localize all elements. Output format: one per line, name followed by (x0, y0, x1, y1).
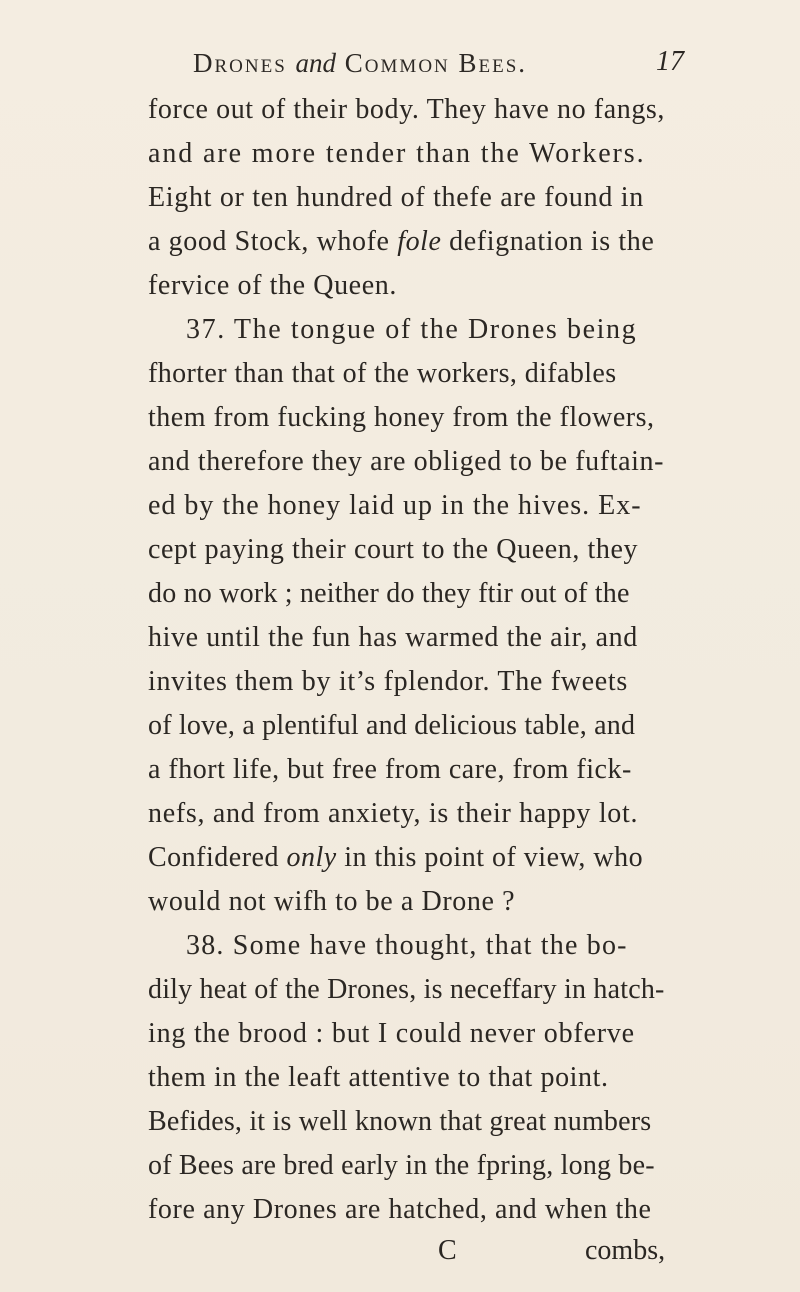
text-line-end: defignation is the (441, 226, 655, 257)
text-line: do no work ; neither do they ftir out of the (148, 578, 630, 609)
signature-mark: C (438, 1235, 457, 1266)
page-number: 17 (656, 46, 684, 77)
running-head (193, 48, 713, 88)
text-line: fervice of the Queen. (148, 270, 397, 301)
text-line: Eight or ten hundred of thefe are found in (148, 182, 644, 213)
text-line: of love, a plentiful and delicious table, and (148, 710, 636, 741)
text-line-start: a good Stock, whofe (148, 226, 398, 257)
text-line: and are more tender than the Workers. (148, 138, 646, 169)
text-line (148, 228, 654, 256)
text-line: nefs, and from anxiety, is their happy lot. (148, 798, 639, 829)
text-line: dily heat of the Drones, is neceffary in hatch- (148, 974, 665, 1005)
running-head-common-bees: Common Bees. (344, 48, 528, 78)
text-line-start: Confidered (148, 842, 287, 873)
text-line: ed by the honey laid up in the hives. Ex- (148, 490, 642, 521)
text-line: force out of their body. They have no fangs, (148, 94, 666, 125)
running-head-and: and (295, 48, 337, 78)
text-line (148, 844, 643, 872)
text-line: 37. The tongue of the Drones being (186, 314, 638, 345)
text-line: ing the brood : but I could never obferve (148, 1018, 635, 1049)
text-line: them from fucking honey from the flowers, (148, 402, 655, 433)
text-line: fhorter than that of the workers, difables (148, 358, 617, 389)
text-line: of Bees are bred early in the fpring, long be- (148, 1150, 655, 1181)
text-line: 38. Some have thought, that the bo- (186, 930, 628, 961)
catchword: combs, (585, 1235, 666, 1266)
italic-word: only (286, 842, 337, 873)
text-line: would not wifh to be a Drone ? (148, 886, 516, 917)
running-head-drones: Drones (193, 48, 287, 78)
text-line: hive until the fun has warmed the air, and (148, 622, 638, 653)
text-line: cept paying their court to the Queen, they (148, 534, 639, 565)
text-line: Befides, it is well known that great numbers (148, 1106, 652, 1137)
text-line: them in the leaft attentive to that point. (148, 1062, 609, 1093)
text-line: fore any Drones are hatched, and when the (148, 1194, 652, 1225)
text-line: and therefore they are obliged to be fuftain- (148, 446, 665, 477)
text-line: a fhort life, but free from care, from fick- (148, 754, 632, 785)
text-line-end: in this point of view, who (336, 842, 644, 873)
text-line: invites them by it’s fplendor. The fweets (148, 666, 628, 697)
italic-word: fole (397, 226, 442, 257)
